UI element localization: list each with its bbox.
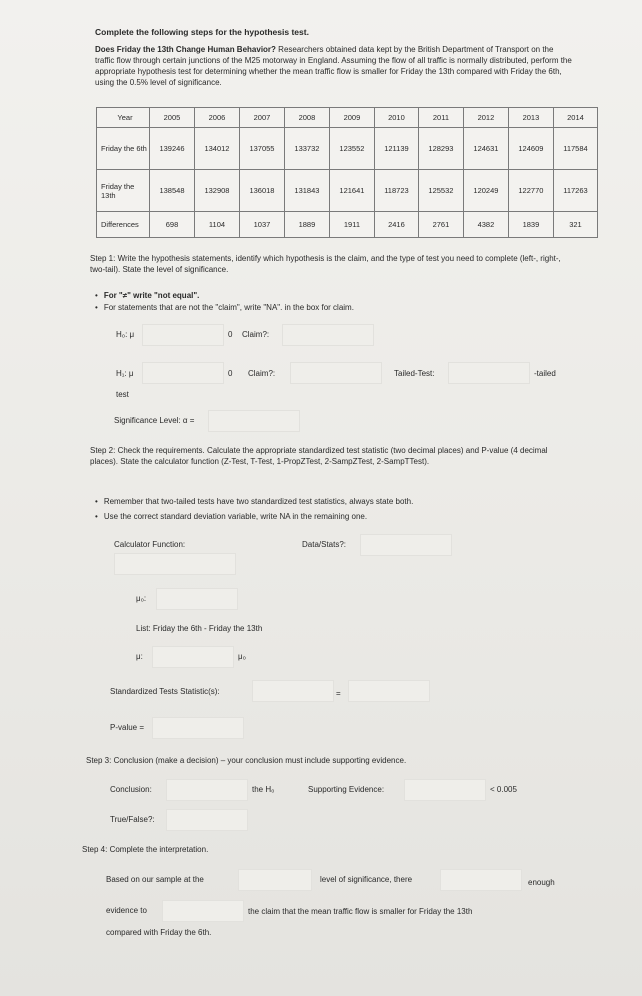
h1-claim-input[interactable] (290, 362, 382, 384)
significance-input[interactable] (208, 410, 300, 432)
supporting-evidence-label: Supporting Evidence: (308, 785, 385, 794)
step4-instructions: Step 4: Complete the interpretation. (82, 845, 209, 854)
h0-value: 0 (228, 330, 233, 339)
table-cell: 120249 (463, 170, 508, 212)
step2-bullet-1 (95, 496, 413, 507)
problem-body: Researchers obtained data kept by the British Department of Transport on the traffic flow through certain junctions of the M25 motorway in England. Assuming the flow of all traffic is normally distributed, perform the appropriate hypothesis test for determining whether the mean traffic flow is smaller for Friday the 13th compared with Friday the 6th, using the 0.5% level of significance. (95, 45, 572, 87)
truefalse-label: True/False?: (110, 815, 155, 824)
problem-lead: Does Friday the 13th Change Human Behavior? (95, 45, 276, 54)
table-cell: 2416 (374, 212, 418, 238)
year-cell: 2011 (418, 108, 463, 128)
table-cell: 1911 (329, 212, 374, 238)
h0-operator-input[interactable] (142, 324, 224, 346)
year-cell: 2013 (508, 108, 553, 128)
table-cell: 698 (150, 212, 195, 238)
tailed-suffix: -tailed (534, 369, 556, 378)
enough-label: enough (528, 878, 555, 887)
the-h0-label: the H₀ (252, 785, 275, 794)
alpha-comparison: < 0.005 (490, 785, 517, 794)
table-row (97, 170, 598, 212)
table-cell: 138548 (150, 170, 195, 212)
calculator-function-label: Calculator Function: (114, 540, 186, 549)
conclusion-input[interactable] (166, 779, 248, 801)
claim-statement: the claim that the mean traffic flow is smaller for Friday the 13th (248, 907, 473, 916)
table-cell: 4382 (463, 212, 508, 238)
h1-operator-input[interactable] (142, 362, 224, 384)
table-cell: 134012 (194, 128, 239, 170)
table-cell: 136018 (239, 170, 284, 212)
tailed-test-label: Tailed-Test: (394, 369, 435, 378)
h1-claim-label: Claim?: (248, 369, 276, 378)
year-cell: 2006 (194, 108, 239, 128)
test-label: test (116, 390, 129, 399)
evidence-to-label: evidence to (106, 906, 147, 915)
row-label: Friday the 13th (97, 170, 150, 212)
table-cell: 1104 (194, 212, 239, 238)
supporting-evidence-input[interactable] (404, 779, 486, 801)
table-row (97, 128, 598, 170)
mu-label: μ: (136, 652, 143, 661)
table-header-row (97, 108, 598, 128)
std-test-stat-label: Standardized Tests Statistic(s): (110, 687, 220, 696)
problem-statement (95, 44, 573, 88)
step1-bullet-2 (95, 302, 354, 313)
h1-label: H₁: μ (116, 369, 134, 378)
step1-bullet-1-text: For "≠" write "not equal". (103, 291, 200, 300)
row-label: Differences (97, 212, 150, 238)
table-cell: 125532 (418, 170, 463, 212)
table-cell: 1037 (239, 212, 284, 238)
table-cell: 133732 (284, 128, 329, 170)
level-input[interactable] (238, 869, 312, 891)
year-cell: 2005 (150, 108, 195, 128)
table-cell: 123552 (329, 128, 374, 170)
table-cell: 137055 (239, 128, 284, 170)
mu0-reference: μ₀ (238, 652, 246, 661)
step2-bullet-1-text: Remember that two-tailed tests have two standardized test statistics, always state both. (103, 497, 414, 506)
tailed-test-input[interactable] (448, 362, 530, 384)
calculator-function-input[interactable] (114, 553, 236, 575)
evidence-action-input[interactable] (162, 900, 244, 922)
h0-claim-label: Claim?: (242, 330, 270, 339)
step1-bullet-1 (95, 290, 199, 301)
table-cell: 1839 (508, 212, 553, 238)
equals-sign: = (336, 689, 341, 698)
h0-claim-input[interactable] (282, 324, 374, 346)
year-cell: 2014 (553, 108, 597, 128)
step3-instructions: Step 3: Conclusion (make a decision) – your conclusion must include supporting evidence. (86, 756, 407, 765)
level-of-significance-label: level of significance, there (320, 875, 413, 884)
year-cell: 2010 (374, 108, 418, 128)
table-cell: 124631 (463, 128, 508, 170)
mu0-label: μ₀: (136, 594, 147, 603)
step1-instructions: Step 1: Write the hypothesis statements, identify which hypothesis is the claim, and the type of test you need to complete (left-, right-, two-tail). State the level of significance. (90, 254, 561, 274)
table-cell: 121139 (374, 128, 418, 170)
step2-bullet-2-text: Use the correct standard deviation variable, write NA in the remaining one. (103, 512, 368, 521)
step2-instructions: Step 2: Check the requirements. Calculate the appropriate standardized test statistic (two decimal places) and P-value (4 decimal places). State the calculator function (Z-Test, T-Test, 1-PropZTest, 2-SampZTest, 2-SampTTest). (90, 446, 548, 466)
table-cell: 131843 (284, 170, 329, 212)
table-cell: 2761 (418, 212, 463, 238)
table-cell: 132908 (194, 170, 239, 212)
compared-with-label: compared with Friday the 6th. (106, 928, 212, 937)
year-cell: 2008 (284, 108, 329, 128)
step2-bullet-2 (95, 511, 367, 522)
table-cell: 1889 (284, 212, 329, 238)
based-on-sample-label: Based on our sample at the (106, 875, 204, 884)
mu-operator-input[interactable] (152, 646, 234, 668)
test-stat-input-1[interactable] (252, 680, 334, 702)
year-cell: 2007 (239, 108, 284, 128)
table-cell: 122770 (508, 170, 553, 212)
year-cell: 2009 (329, 108, 374, 128)
table-cell: 139246 (150, 128, 195, 170)
traffic-data-table (96, 107, 598, 238)
pvalue-input[interactable] (152, 717, 244, 739)
year-cell: 2012 (463, 108, 508, 128)
row-label: Friday the 6th (97, 128, 150, 170)
table-header-cell: Year (97, 108, 150, 128)
significance-label: Significance Level: α = (114, 416, 195, 425)
h1-value: 0 (228, 369, 233, 378)
test-stat-input-2[interactable] (348, 680, 430, 702)
datastats-label: Data/Stats?: (302, 540, 347, 549)
table-cell: 321 (553, 212, 597, 238)
table-cell: 124609 (508, 128, 553, 170)
table-cell: 117263 (553, 170, 597, 212)
datastats-input[interactable] (360, 534, 452, 556)
list-label: List: Friday the 6th - Friday the 13th (136, 624, 263, 633)
step1-bullet-2-text: For statements that are not the "claim", write "NA". in the box for claim. (103, 303, 354, 312)
h0-label: H₀: μ (116, 330, 135, 339)
conclusion-label: Conclusion: (110, 785, 152, 794)
pvalue-label: P-value = (110, 723, 145, 732)
table-cell: 118723 (374, 170, 418, 212)
table-row (97, 212, 598, 238)
table-cell: 117584 (553, 128, 597, 170)
table-cell: 121641 (329, 170, 374, 212)
mu0-input[interactable] (156, 588, 238, 610)
table-cell: 128293 (418, 128, 463, 170)
worksheet-title: Complete the following steps for the hypothesis test. (95, 27, 309, 37)
there-is-input[interactable] (440, 869, 522, 891)
truefalse-input[interactable] (166, 809, 248, 831)
